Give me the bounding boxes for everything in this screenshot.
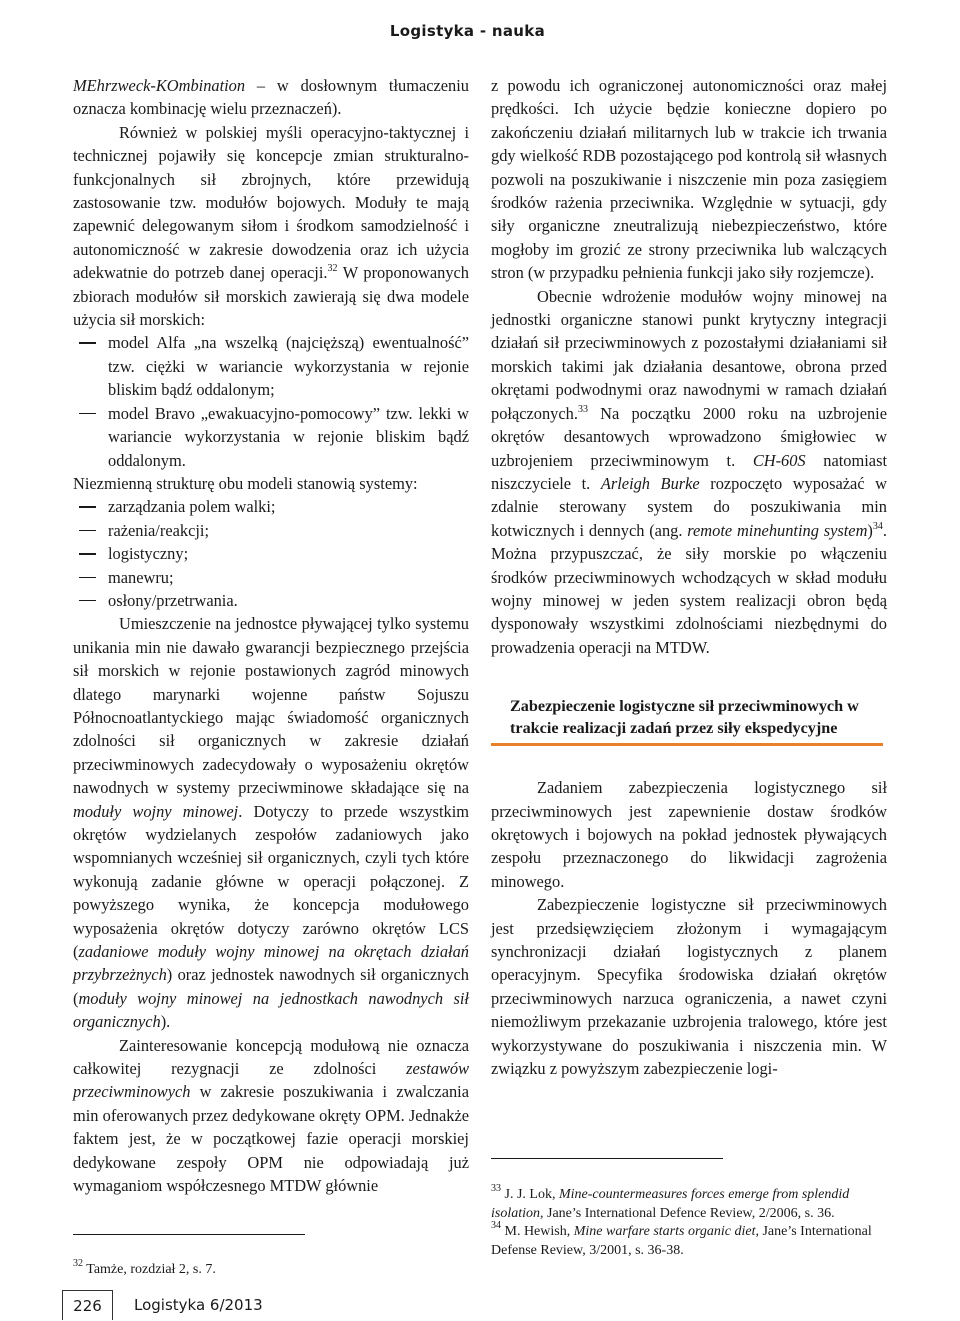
list-item: model Alfa „na wszelką (najcięższą) ewentualność” tzw. ciężki w wariancie wykorzystania w rejonie bliskim bądź oddalonym; <box>73 331 469 401</box>
footnote-divider <box>491 1158 723 1159</box>
emphasis: Arleigh Burke <box>600 473 700 493</box>
paragraph: z powodu ich ograniczonej autonomiczności oraz małej prędkości. Ich użycie będzie konieczne dopiero po zakończeniu działań militarnych lub w trakcie ich trwania gdy wielkość RDB pozostającego pod kontrolą sił własnych pozwoli na poszukiwanie i niszczenie min poza zasięgiem środków rażenia przeciwnika. Względnie w sytuacji, gdy siły organiczne zneutralizują niebezpieczeństwo, które mogłoby im grozić ze strony przeciwnika lub walczących stron (w przypadku pełnienia funkcji jako siły rozjemcze). <box>491 76 887 283</box>
models-list <box>73 331 469 471</box>
text: Umieszczenie na jednostce pływającej tylko systemu unikania min nie dawało gwarancji bezpiecznego przejścia sił morskich w rejonie postawionych zagród minowych dlatego marynarki wojenne państw Sojuszu Północnoatlantyckiego mając świadomość organicznych zdolności sił organicznych w zakresie działań przeciwminowych zadecydowały o wyposażeniu okrętów nawodnych w systemy przeciwminowe składające się na <box>73 614 469 798</box>
footnote-number: 32 <box>73 1258 83 1269</box>
journal-issue: Logistyka 6/2013 <box>134 1296 263 1314</box>
emphasis: zestawów przeciwminowych <box>73 1059 469 1102</box>
text: rozpoczęto wyposażać w zdalnie sterowany system do poszukiwania min kotwicznych i dennych (ang. <box>491 473 887 540</box>
text: Również w polskiej myśli operacyjno-taktycznej i technicznej pojawiły się koncepcje zmian strukturalno-funkcjonalnych sił zbrojnych, które przewidują zastosowanie tzw. modułów bojowych. Moduły te mają zapewnić delegowanym siłom i środkom samodzielność i autonomiczność w zakresie dowodzenia oraz ich użycia adekwatnie do potrzeb danej operacji. <box>73 122 469 283</box>
list-item: zarządzania polem walki; <box>73 495 469 518</box>
paragraph: Zadaniem zabezpieczenia logistycznego sił przeciwminowych jest zapewnienie dostaw środków okrętowych i bojowych na pokład jednostek pływających zespołu przeznaczonego do likwidacji zagrożenia minowego. <box>491 778 887 891</box>
text: ) <box>867 520 873 540</box>
footnote-number: 34 <box>491 1220 501 1232</box>
list-item: manewru; <box>73 566 469 589</box>
emphasis: moduły wojny minowej na jednostkach nawodnych sił organicznych <box>73 988 469 1032</box>
text: Na początku 2000 roku na uzbrojenie okrętów desantowych wprowadzono śmigłowiec w uzbrojeniem przeciwminowym t. <box>491 403 887 470</box>
section-heading: Zabezpieczenie logistyczne sił przeciwminowych w trakcie realizacji zadań przez siły ekspedycyjne <box>510 697 859 738</box>
footnotes-right <box>491 1183 887 1260</box>
footnote-32 <box>73 1258 216 1278</box>
text: natomiast niszczyciele t. <box>491 450 887 493</box>
emphasis: remote minehunting system <box>687 520 868 540</box>
text: . Można przypuszczać, że siły morskie po włączeniu środków przeciwminowych wchodzących w skład modułu wojny minowej w jeden system realizacji obron będą dysponowały wszystkimi zdolnościami niezbędnymi do prowadzenia operacji na MTDW. <box>491 520 887 657</box>
paragraph <box>73 612 469 1033</box>
footnote-text: Tamże, rozdział 2, s. 7. <box>83 1262 216 1277</box>
emphasis: CH-60S <box>752 450 806 470</box>
text: w zakresie poszukiwania i zwalczania min oferowanych przez dedykowane okręty OPM. Jednakże faktem jest, że w początkowej fazie operacji morskiej dedykowane zespoły OPM nie odpowiadają już wymaganiom współczesnego MTDW głównie <box>73 1082 469 1196</box>
text: Zainteresowanie koncepcją modułową nie oznacza całkowitej rezygnacji ze zdolności <box>73 1035 469 1079</box>
text: Obecnie wdrożenie modułów wojny minowej na jednostki organiczne stanowi punkt krytyczny integracji działań sił przeciwminowych z pozostałymi działaniami sił morskich takimi jak działania desantowe, obrona przed okrętami podwodnymi oraz nawodnymi w ramach działań połączonych. <box>491 286 887 423</box>
text: W proponowanych zbiorach modułów sił morskich zawierają się dwa modele użycia sił morskich: <box>73 263 469 330</box>
heading-underline <box>491 743 883 746</box>
footnote-text: M. Hewish, <box>501 1224 574 1240</box>
list-item: rażenia/reakcji; <box>73 519 469 542</box>
text: – w dosłownym tłumaczeniu oznacza kombinację wielu przeznaczeń). <box>73 76 469 119</box>
list-item: model Bravo „ewakuacyjno-pomocowy” tzw. lekki w wariancie wykorzystania w rejonie bliskim bądź oddalonym. <box>73 402 469 472</box>
footnote-title: Mine warfare starts organic diet <box>573 1224 756 1240</box>
footnote-number: 33 <box>491 1183 501 1194</box>
paragraph <box>73 121 469 332</box>
paragraph <box>73 74 469 121</box>
paragraph: Niezmienną strukturę obu modeli stanowią systemy: <box>73 473 418 493</box>
list-item: osłony/przetrwania. <box>73 589 469 612</box>
text: ). <box>160 1012 171 1032</box>
paragraph <box>73 1034 469 1198</box>
footnote-text: , Jane’s International Defence Review, 2/2006, s. 36. <box>540 1205 835 1221</box>
systems-list <box>73 495 469 612</box>
emphasis: MEhrzweck-KOmbination <box>73 76 246 95</box>
page-number: 226 <box>62 1290 113 1320</box>
text: ) oraz jednostek nawodnych sił organicznych ( <box>73 965 469 1008</box>
list-item: logistyczny; <box>73 542 469 565</box>
emphasis: moduły wojny minowej <box>73 801 239 821</box>
emphasis: zadaniowe moduły wojny minowej na okrętach działań przybrzeżnych <box>73 942 469 985</box>
footnote-33 <box>491 1183 887 1223</box>
running-title: Logistyka - nauka <box>389 22 545 40</box>
footnote-divider <box>73 1234 305 1235</box>
footnote-34 <box>491 1220 887 1260</box>
footnote-ref: 34 <box>872 520 883 532</box>
footnote-text: J. J. Lok, <box>501 1187 559 1202</box>
text: . Dotyczy to przede wszystkim okrętów wydzielanych zespołów zadaniowych jako wspomnianych wcześniej sił organicznych, czyli tych które wykonują zadanie główne w operacji połączonej. Z powyższego wynika, że koncepcja modułowego wyposażenia okrętów dotyczy zarówno okrętów LCS ( <box>73 801 469 962</box>
right-column <box>491 74 887 1080</box>
footnote-title: Mine-countermeasures forces emerge from splendid isolation <box>491 1187 850 1221</box>
footnote-text: , Jane’s International Defense Review, 3/2001, s. 36-38. <box>491 1224 872 1258</box>
paragraph <box>491 285 887 660</box>
footnote-ref: 33 <box>577 403 588 415</box>
left-column <box>73 74 469 1198</box>
paragraph: Zabezpieczenie logistyczne sił przeciwminowych jest przedsięwzięciem złożonym i wymagającym synchronizacji działań logistycznych z planem operacyjnym. Specyfika środowiska działań okrętów przeciwminowych narzuca ograniczenia, a nawet czyni niemożliwym przekazanie uzbrojenia tralowego, które jest wykorzystywane do poszukiwania i niszczenia min. W związku z powyższym zabezpieczenie logi- <box>491 895 887 1079</box>
footnote-ref: 32 <box>327 263 338 275</box>
